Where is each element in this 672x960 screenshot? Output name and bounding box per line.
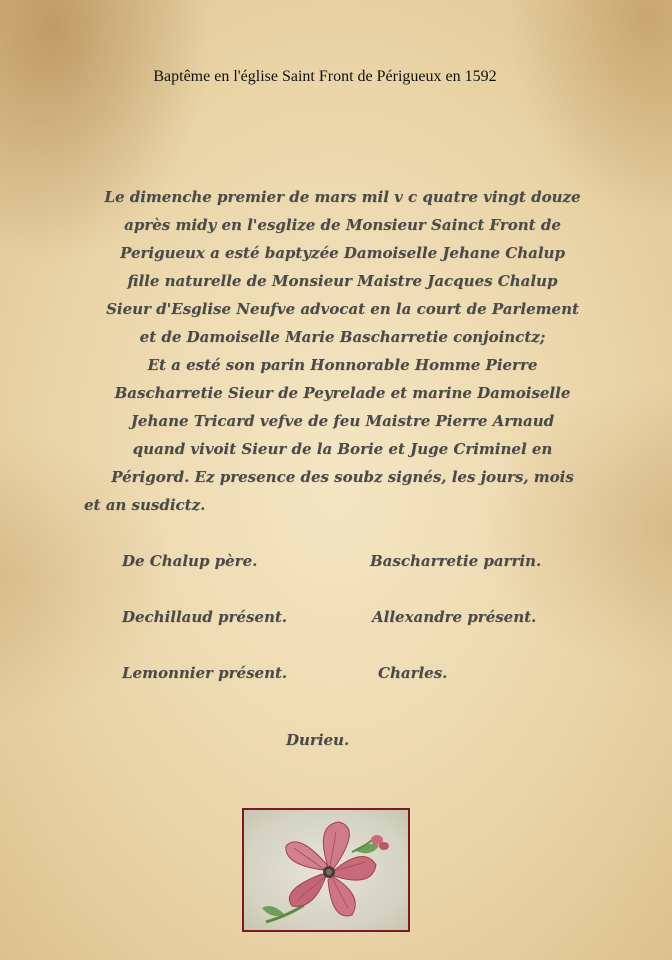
signature-bascharretie: Bascharretie parrin. [370,552,542,570]
record-line: Sieur d'Esglise Neufve advocat en la court de Parlement [106,300,579,318]
flower-image [242,808,410,932]
record-line: quand vivoit Sieur de la Borie et Juge Criminel en [132,440,553,458]
signature-allexandre: Allexandre présent. [372,608,537,626]
baptism-record-text [70,183,615,519]
record-line: Périgord. Ez presence des soubz signés, les jours, mois [111,468,574,486]
record-line: fille naturelle de Monsieur Maistre Jacques Chalup [127,272,558,290]
page-title: Baptême en l'église Saint Front de Périgueux en 1592 [153,68,497,85]
record-line: et de Damoiselle Marie Bascharretie conjoinctz; [139,328,546,346]
record-line: Perigueux a esté baptyzée Damoiselle Jehane Chalup [120,244,565,262]
record-line: et an susdictz. [84,496,206,514]
flower-icon [244,810,408,930]
record-line: Le dimenche premier de mars mil v c quatre vingt douze [104,188,581,206]
signature-de-chalup: De Chalup père. [122,552,258,570]
record-line: Bascharretie Sieur de Peyrelade et marine Damoiselle [114,384,571,402]
signature-dechillaud: Dechillaud présent. [122,608,287,626]
record-line: après midy en l'esglize de Monsieur Sainct Front de [124,216,561,234]
record-line: Et a esté son parin Honnorable Homme Pierre [147,356,538,374]
signature-charles: Charles. [378,664,448,682]
record-line: Jehane Tricard vefve de feu Maistre Pierre Arnaud [130,412,555,430]
signature-lemonnier: Lemonnier présent. [122,664,288,682]
signature-durieu: Durieu. [286,731,350,749]
